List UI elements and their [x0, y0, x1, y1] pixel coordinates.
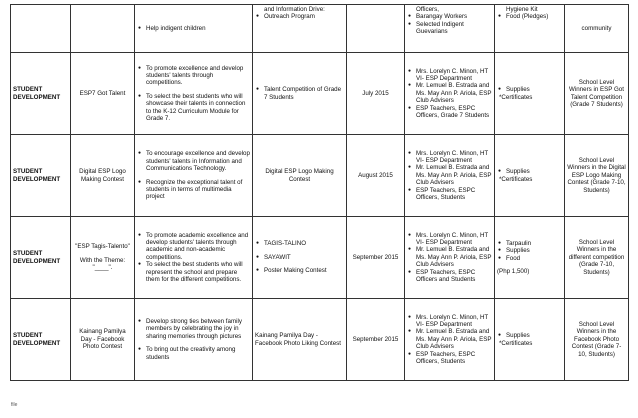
strategies-cell: Digital ESP Logo Making Contest — [253, 135, 347, 217]
list-item: ● Supplies — [506, 247, 562, 254]
certificates-text: *Certificates — [499, 175, 533, 183]
list-item: ● Poster Making Contest — [264, 267, 344, 274]
resources-text: Hygiene Kit — [506, 6, 538, 13]
activity-cell: Kainang Pamilya Day - Facebook Photo Contest — [71, 299, 135, 381]
success-cell: community — [565, 5, 629, 53]
success-cell: School Level Winners in the Facebook Photo Contest (Grade 7- 10, Students) — [565, 299, 629, 381]
list-item: ● Outreach Program — [264, 13, 344, 20]
resources-cell — [495, 53, 565, 135]
resources-cell — [495, 299, 565, 381]
list-item: ● Selected Indigent Guevarians — [416, 21, 492, 36]
strategies-cell: Kainang Pamilya Day - Facebook Photo Liking Contest — [253, 299, 347, 381]
activity-cell: ESP7 Got Talent — [71, 53, 135, 135]
activity-title: "ESP Tagis-Talento" — [75, 243, 130, 251]
resources-cell — [495, 5, 565, 53]
list-item: ● To select the best students who will represent the school and prepare them for the different competitions. — [146, 261, 250, 283]
activity-theme: With the Theme: "____". — [79, 256, 126, 272]
strategies-cell — [253, 5, 347, 53]
list-item: ● Mrs. Lorelyn C. Minon, HT VI- ESP Department — [416, 232, 492, 247]
certificates-text: *Certificates — [499, 93, 533, 101]
success-cell: School Level Winners in the Digital ESP Logo Making Contest (Grade 7-10, Students) — [565, 135, 629, 217]
area-cell: STUDENT DEVELOPMENT — [11, 217, 71, 299]
list-item: ● To promote excellence and develop students' talents through competitions. — [146, 65, 250, 87]
resources-cell — [495, 217, 565, 299]
objectives-cell — [135, 217, 253, 299]
list-item: ● ESP Teachers, ESPC Officers, Grade 7 Students — [416, 105, 492, 120]
list-item: ● Barangay Workers — [416, 13, 492, 20]
list-item: ● Mrs. Lorelyn C. Minon, HT VI- ESP Department — [416, 68, 492, 83]
objectives-cell — [135, 135, 253, 217]
area-cell: STUDENT DEVELOPMENT — [11, 135, 71, 217]
date-cell: July 2015 — [347, 53, 405, 135]
date-cell: August 2015 — [347, 135, 405, 217]
list-item: ● ESP Teachers, ESPC Officers and Students — [416, 269, 492, 284]
table-row — [11, 135, 629, 217]
list-item: ● Mr. Lemuel B. Estrada and Ms. May Ann P. Ariola, ESP Club Advisers — [416, 328, 492, 350]
list-item: ● Food — [506, 255, 562, 262]
persons-cell — [405, 135, 495, 217]
list-item: ● To select the best students who will showcase their talents in connection to the K-12 Curriculum Module for Grade 7. — [146, 93, 250, 123]
persons-cell — [405, 299, 495, 381]
persons-cell — [405, 53, 495, 135]
strategies-cell — [253, 217, 347, 299]
activity-cell: Digital ESP Logo Making Contest — [71, 135, 135, 217]
table-row — [11, 217, 629, 299]
list-item: ● Help indigent children — [146, 25, 250, 32]
list-item: ● Food (Pledges) — [506, 13, 562, 20]
list-item: ● TAGIS-TALINO — [264, 240, 344, 247]
list-item: ● Supplies — [506, 332, 562, 339]
list-item: ● Recognize the exceptional talent of students in terms of multimedia project — [146, 179, 250, 201]
list-item: ● ESP Teachers, ESPC Officers, Students — [416, 351, 492, 366]
list-item: ● Supplies — [506, 168, 562, 175]
objectives-cell — [135, 53, 253, 135]
table-row — [11, 5, 629, 53]
success-cell: School Level Winners in the different competition (Grade 7-10, Students) — [565, 217, 629, 299]
list-item: ● ESP Teachers, ESPC Officers, Students — [416, 187, 492, 202]
date-cell — [347, 5, 405, 53]
certificates-text: *Certificates — [499, 339, 533, 347]
list-item: ● Supplies — [506, 86, 562, 93]
area-cell — [11, 5, 71, 53]
strategy-text: and Information Drive: — [264, 6, 325, 13]
date-cell: September 2015 — [347, 299, 405, 381]
persons-cell — [405, 5, 495, 53]
persons-cell — [405, 217, 495, 299]
table-row — [11, 299, 629, 381]
persons-text: Officers, — [416, 6, 439, 13]
list-item: ● Mr. Lemuel B. Estrada and Ms. May Ann P. Ariola, ESP Club Advisers — [416, 164, 492, 186]
list-item: ● SAYAWIT — [264, 254, 344, 261]
list-item: ● Talent Competition of Grade 7 Students — [264, 86, 344, 101]
list-item: ● Mr. Lemuel B. Estrada and Ms. May Ann P. Ariola, ESP Club Advisers — [416, 82, 492, 104]
list-item: ● Tarpaulin — [506, 240, 562, 247]
budget-text: (Php 1,500) — [497, 267, 530, 275]
area-cell: STUDENT DEVELOPMENT — [11, 299, 71, 381]
list-item: ● To encourage excellence and develop students' talents in Information and Communications Technology. — [146, 150, 250, 172]
list-item: ● To promote academic excellence and develop students' talents through academic and non-academic competitions. — [146, 232, 250, 262]
strategies-cell — [253, 53, 347, 135]
activity-cell — [71, 5, 135, 53]
objectives-cell — [135, 5, 253, 53]
area-cell: STUDENT DEVELOPMENT — [11, 53, 71, 135]
list-item: ● Mr. Lemuel B. Estrada and Ms. May Ann P. Ariola, ESP Club Advisers — [416, 246, 492, 268]
action-plan-table — [10, 4, 629, 381]
list-item: ● Mrs. Lorelyn C. Minon, HT VI- ESP Department — [416, 314, 492, 329]
success-cell: School Level Winners in ESP Got Talent Competition (Grade 7 Students) — [565, 53, 629, 135]
objectives-cell — [135, 299, 253, 381]
activity-cell — [71, 217, 135, 299]
date-cell: September 2015 — [347, 217, 405, 299]
resources-cell — [495, 135, 565, 217]
list-item: ● Develop strong ties between family members by celebrating the joy in sharing memories through pictures — [146, 318, 250, 340]
list-item: ● Mrs. Lorelyn C. Minon, HT VI- ESP Department — [416, 150, 492, 165]
list-item: ● To bring out the creativity among students — [146, 346, 250, 361]
table-row — [11, 53, 629, 135]
page-footer: file — [11, 402, 18, 408]
